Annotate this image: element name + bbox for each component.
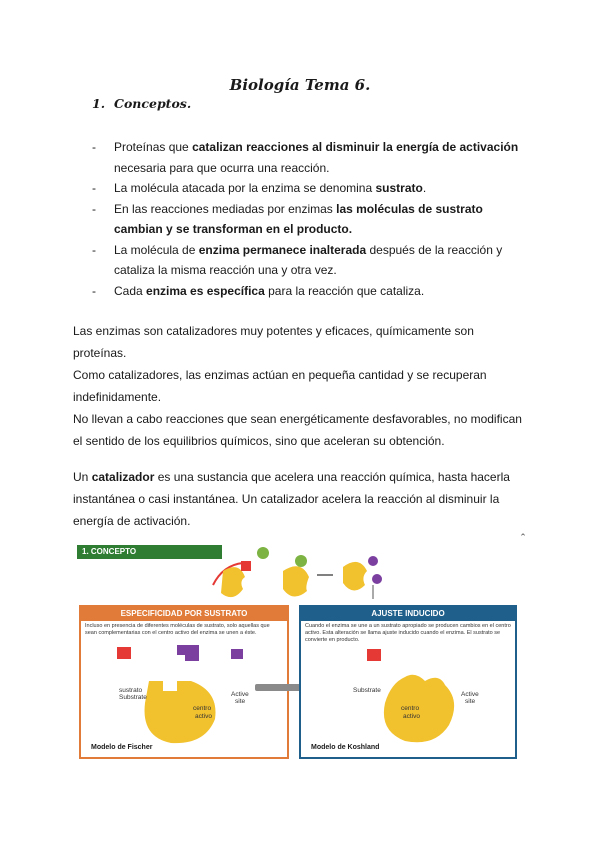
- bullet-text: En las reacciones mediadas por enzimas: [114, 201, 337, 216]
- product-purple-2: [372, 574, 382, 584]
- bullet-dash: -: [92, 181, 96, 195]
- label-active: Active: [231, 691, 249, 698]
- enzyme-shape-1: [221, 567, 245, 597]
- bullet-bold: enzima permanece inalterada: [198, 242, 367, 257]
- substrate-purple-3: [231, 649, 243, 659]
- fischer-diagram: [81, 637, 287, 753]
- substrate-purple-2: [185, 653, 199, 661]
- section-heading: [92, 96, 191, 111]
- substrate-green: [257, 547, 269, 559]
- bullet-bold: catalizan reacciones al disminuir la energía de activación: [192, 140, 519, 154]
- section-label: Conceptos.: [114, 96, 192, 111]
- bullet-bold: las moléculas de sustrato: [336, 201, 483, 216]
- paragraph-catalyst: [73, 466, 533, 532]
- model-fischer: Modelo de Fischer: [91, 744, 153, 751]
- label-site: site: [235, 698, 246, 705]
- panel-text: Cuando el enzima se une a un sustrato apropiado se producen cambios en el centro activo. Esta alteración se llama ajuste inducido cuando el enzima. El sustrato se convierte en producto.: [305, 623, 511, 643]
- bullet-item: [92, 240, 522, 281]
- bullet-text: Cada: [114, 283, 147, 298]
- bullet-dash: -: [92, 283, 96, 298]
- para-text: Un: [73, 470, 92, 484]
- bullet-text: cataliza la misma reacción una y otra vez.: [114, 263, 337, 277]
- para-line: indefinidamente.: [73, 390, 162, 404]
- para-bold: catalizador: [91, 470, 155, 484]
- enzyme-reaction-diagram: [73, 537, 529, 605]
- para-line: Las enzimas son catalizadores muy potentes y eficaces, químicamente son: [73, 324, 474, 338]
- enzyme-figure: [73, 537, 529, 759]
- bullet-bold: sustrato: [375, 181, 423, 195]
- para-line: energía de activación.: [73, 514, 191, 528]
- bullet-item: [92, 281, 522, 302]
- koshland-diagram: [301, 637, 515, 753]
- label-active: Active: [461, 691, 479, 698]
- bullet-item: [92, 199, 522, 240]
- enzyme-shape-2: [283, 566, 309, 596]
- para-line: el sentido de los equilibrios químicos, sino que aceleran su obtención.: [73, 434, 445, 448]
- para-line: Como catalizadores, las enzimas actúan en pequeña cantidad y se recuperan: [73, 368, 487, 382]
- paragraph-enzymes: [73, 320, 533, 452]
- para-line: proteínas.: [73, 346, 127, 360]
- document-title: Biología Tema 6.: [229, 76, 371, 94]
- label-centro: centro: [193, 705, 212, 712]
- bullet-text: necesaria para que ocurra una reacción.: [114, 160, 330, 175]
- bullet-text: después de la reacción y: [366, 242, 503, 257]
- label-site: site: [465, 698, 476, 705]
- label-activo: activo: [403, 713, 420, 720]
- substrate-red-1: [241, 561, 251, 571]
- section-number: 1.: [92, 96, 106, 111]
- figure-concept-tag: 1. CONCEPTO: [77, 545, 222, 559]
- model-koshland: Modelo de Koshland: [311, 744, 380, 751]
- bullet-text: Proteínas que: [114, 140, 193, 154]
- panel-substrate-specificity: [79, 605, 289, 759]
- bullet-text: La molécula atacada por la enzima se denomina: [114, 181, 376, 195]
- substrate-green-2: [295, 555, 307, 567]
- overlay-pill: [255, 684, 305, 691]
- label-sustrato: sustrato: [119, 687, 143, 694]
- bullet-bold: enzima es específica: [146, 283, 265, 298]
- bullet-dash: -: [92, 140, 96, 154]
- substrate-red: [367, 649, 381, 661]
- label-activo: activo: [195, 713, 212, 720]
- bullet-item: [92, 178, 522, 199]
- para-line: instantánea o casi instantánea. Un catalizador acelera la reacción al disminuir la: [73, 492, 500, 506]
- substrate-red: [117, 647, 131, 659]
- para-line: No llevan a cabo reacciones que sean energéticamente desfavorables, no modifican: [73, 412, 522, 426]
- product-purple: [368, 556, 378, 566]
- label-substrate: Substrate: [119, 694, 147, 701]
- panel-induced-fit: [299, 605, 517, 759]
- panel-header: ESPECIFICIDAD POR SUSTRATO: [81, 607, 287, 621]
- para-text: es una sustancia que acelera una reacción química, hasta hacerla: [154, 470, 510, 484]
- bullet-dash: -: [92, 201, 96, 216]
- bullet-text: para la reacción que cataliza.: [264, 283, 425, 298]
- bullet-bold: cambian y se transforman en el producto.: [114, 222, 353, 236]
- bullet-text: .: [422, 181, 427, 195]
- panel-text: Incluso en presencia de diferentes moléculas de sustrato, solo aquellas que sean complementarias con el centro activo del enzima se unen a éste.: [85, 623, 270, 636]
- bullet-item: [92, 137, 522, 178]
- label-centro: centro: [401, 705, 420, 712]
- panel-header: AJUSTE INDUCIDO: [301, 607, 515, 621]
- label-substrate: Substrate: [353, 687, 381, 694]
- concept-bullet-list: [92, 137, 522, 301]
- bullet-dash: -: [92, 242, 96, 257]
- enzyme-shape-3: [343, 562, 367, 591]
- bullet-text: La molécula de: [114, 242, 199, 257]
